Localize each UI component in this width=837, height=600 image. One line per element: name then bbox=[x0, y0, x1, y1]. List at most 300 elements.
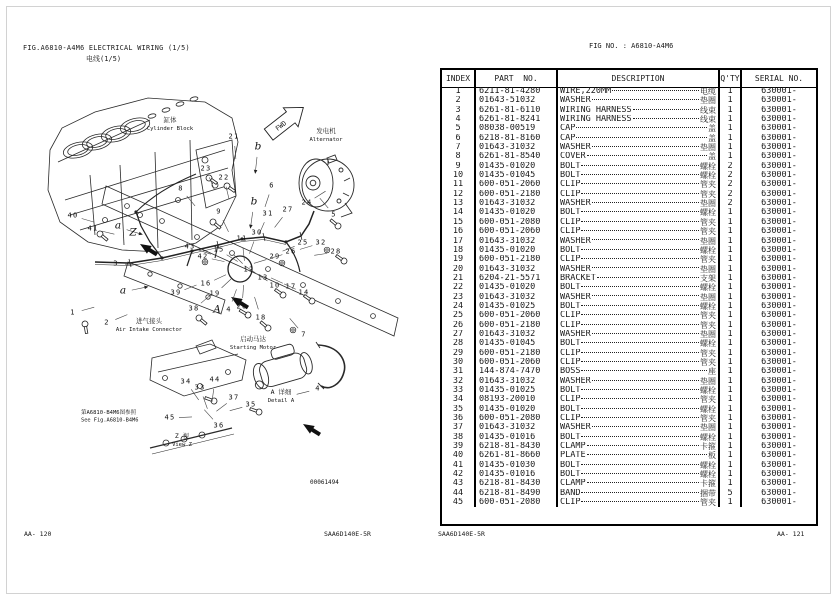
description-en: BOLT bbox=[560, 460, 581, 470]
table-row bbox=[442, 283, 816, 292]
description-cell bbox=[558, 293, 720, 302]
description-cell bbox=[558, 386, 720, 395]
diagram-label-zh: Z 视 bbox=[174, 432, 190, 440]
serial-cell: 630001- bbox=[761, 357, 797, 367]
diagram-label-en: Starting Motor bbox=[229, 345, 277, 351]
description-en: BOSS bbox=[560, 367, 581, 377]
callout-12: 12 bbox=[243, 265, 255, 274]
index-cell: 29 bbox=[442, 349, 476, 358]
callout-24: 24 bbox=[301, 198, 313, 207]
description-cell bbox=[558, 442, 720, 451]
callout-40: 40 bbox=[67, 211, 79, 220]
description-en: CLIP bbox=[560, 189, 581, 199]
callout-25: 25 bbox=[297, 238, 309, 247]
figure-subtitle-zh: 电线(1/5) bbox=[86, 55, 122, 63]
diagram-label-zh: 启动马达 bbox=[240, 335, 266, 343]
description-en: BOLT bbox=[560, 301, 581, 311]
qty-cell: 1 bbox=[720, 106, 742, 115]
leader-line bbox=[204, 410, 213, 420]
header-part-no: PART NO. bbox=[476, 70, 558, 87]
description-zh: 管夹 bbox=[700, 189, 716, 199]
serial-cell: 630001- bbox=[761, 460, 797, 470]
serial-cell: 630001- bbox=[761, 432, 797, 442]
description-cell bbox=[558, 433, 720, 442]
description-en: BRACKET bbox=[560, 273, 596, 283]
index-cell: 35 bbox=[442, 405, 476, 414]
dot-leader bbox=[581, 398, 699, 399]
description-en: CAP bbox=[560, 133, 576, 143]
description-zh: 管夹 bbox=[700, 311, 716, 321]
index-cell: 34 bbox=[442, 395, 476, 404]
qty-cell: 2 bbox=[720, 180, 742, 189]
dot-leader bbox=[581, 183, 699, 184]
serial-cell: 630001- bbox=[761, 133, 797, 143]
table-row bbox=[442, 227, 816, 236]
dot-leader bbox=[581, 389, 699, 390]
callout-6: 6 bbox=[269, 181, 275, 190]
dot-leader bbox=[581, 352, 699, 353]
description-en: CLIP bbox=[560, 255, 581, 265]
dot-leader bbox=[581, 464, 699, 465]
qty-cell: 1 bbox=[720, 498, 742, 507]
serial-cell: 630001- bbox=[761, 273, 797, 283]
description-zh: 螺栓 bbox=[700, 404, 716, 414]
qty-cell: 1 bbox=[720, 470, 742, 479]
description-zh: 垫圈 bbox=[700, 423, 716, 433]
description-zh: 支架 bbox=[700, 273, 716, 283]
description-zh: 管夹 bbox=[700, 255, 716, 265]
qty-cell: 1 bbox=[720, 293, 742, 302]
description-en: PLATE bbox=[560, 451, 586, 461]
description-zh: 电缆 bbox=[700, 87, 716, 97]
description-cell bbox=[558, 87, 720, 96]
diagram-label-en: Detail A bbox=[267, 398, 295, 404]
description-en: CAP bbox=[560, 124, 576, 134]
table-row bbox=[442, 274, 816, 283]
qty-cell: 1 bbox=[720, 479, 742, 488]
serial-cell: 630001- bbox=[761, 376, 797, 386]
part-number-cell: 600-051-2180 bbox=[476, 255, 558, 264]
description-zh: 垫圈 bbox=[700, 236, 716, 246]
leader-line bbox=[314, 253, 327, 255]
callout-13: 13 bbox=[257, 273, 269, 282]
leader-arrowhead bbox=[254, 170, 258, 174]
serial-cell: 630001- bbox=[761, 348, 797, 358]
leader-line bbox=[179, 417, 192, 418]
table-row bbox=[442, 293, 816, 302]
serial-cell: 630001- bbox=[761, 255, 797, 265]
qty-cell: 1 bbox=[720, 274, 742, 283]
table-row bbox=[442, 461, 816, 470]
callout-2: 2 bbox=[104, 318, 110, 327]
serial-cell: 630001- bbox=[761, 404, 797, 414]
description-en: BOLT bbox=[560, 171, 581, 181]
description-zh: 线束 bbox=[700, 105, 716, 115]
description-zh: 管夹 bbox=[700, 180, 716, 190]
serial-cell: 630001- bbox=[761, 217, 797, 227]
dot-leader bbox=[587, 155, 707, 156]
index-cell: 30 bbox=[442, 358, 476, 367]
callout-1: 1 bbox=[70, 308, 76, 317]
callout-7: 7 bbox=[301, 330, 307, 339]
dot-leader bbox=[576, 137, 707, 138]
description-en: BOLT bbox=[560, 283, 581, 293]
part-number-cell: 01435-01045 bbox=[476, 171, 558, 180]
table-row bbox=[442, 134, 816, 143]
dot-leader bbox=[612, 90, 699, 91]
qty-cell: 1 bbox=[720, 124, 742, 133]
part-number-cell: 600-051-2180 bbox=[476, 190, 558, 199]
serial-cell: 630001- bbox=[761, 87, 797, 96]
description-en: BOLT bbox=[560, 208, 581, 218]
part-number-cell: 6261-81-8660 bbox=[476, 451, 558, 460]
description-cell bbox=[558, 330, 720, 339]
part-number-cell: 01435-01020 bbox=[476, 246, 558, 255]
index-cell: 14 bbox=[442, 208, 476, 217]
description-en: CLIP bbox=[560, 217, 581, 227]
table-row bbox=[442, 162, 816, 171]
part-number-cell: 144-874-7470 bbox=[476, 367, 558, 376]
diagram-label-en: View Z bbox=[172, 442, 192, 448]
description-cell bbox=[558, 321, 720, 330]
description-en: BAND bbox=[560, 488, 581, 498]
dot-leader bbox=[592, 333, 699, 334]
table-row bbox=[442, 180, 816, 189]
qty-cell: 1 bbox=[720, 349, 742, 358]
dot-leader bbox=[581, 230, 699, 231]
description-zh: 螺栓 bbox=[700, 283, 716, 293]
description-zh: 螺栓 bbox=[700, 432, 716, 442]
diagram-label-en: 00061494 bbox=[310, 479, 339, 486]
callout-41: 41 bbox=[87, 224, 99, 233]
description-en: WASHER bbox=[560, 329, 591, 339]
index-cell: 25 bbox=[442, 311, 476, 320]
callout-33: 33 bbox=[194, 383, 206, 392]
figure-title: FIG.A6810-A4M6 ELECTRICAL WIRING (1/5) bbox=[23, 44, 190, 52]
index-cell: 7 bbox=[442, 143, 476, 152]
callout-35: 35 bbox=[245, 400, 257, 409]
index-cell: 41 bbox=[442, 461, 476, 470]
description-cell bbox=[558, 134, 720, 143]
table-row bbox=[442, 358, 816, 367]
description-en: CLIP bbox=[560, 414, 581, 424]
part-number-cell: 01643-31032 bbox=[476, 377, 558, 386]
part-number-cell: 01435-01025 bbox=[476, 386, 558, 395]
leader-line bbox=[275, 217, 283, 227]
table-row bbox=[442, 255, 816, 264]
dot-leader bbox=[581, 324, 699, 325]
callout-43: 43 bbox=[184, 242, 196, 251]
table-row bbox=[442, 386, 816, 395]
part-number-cell: 6261-81-6110 bbox=[476, 106, 558, 115]
serial-cell: 630001- bbox=[761, 451, 797, 461]
part-number-cell: 01435-01020 bbox=[476, 162, 558, 171]
table-row bbox=[442, 96, 816, 105]
description-en: BOLT bbox=[560, 470, 581, 480]
description-cell bbox=[558, 311, 720, 320]
leader-line bbox=[290, 318, 298, 328]
dot-leader bbox=[581, 361, 699, 362]
description-cell bbox=[558, 349, 720, 358]
callout-A: A bbox=[213, 303, 221, 316]
index-cell: 4 bbox=[442, 115, 476, 124]
dot-leader bbox=[592, 146, 699, 147]
header-qty: Q'TY bbox=[720, 70, 742, 87]
qty-cell: 1 bbox=[720, 265, 742, 274]
dot-leader bbox=[592, 202, 699, 203]
diagram-label-zh: 第A6810-B4M6图参照 bbox=[81, 410, 137, 416]
callout-37: 37 bbox=[228, 393, 240, 402]
callout-11: 11 bbox=[236, 234, 248, 243]
serial-cell: 630001- bbox=[761, 152, 797, 162]
qty-cell: 1 bbox=[720, 134, 742, 143]
index-cell: 15 bbox=[442, 218, 476, 227]
dot-leader bbox=[633, 118, 699, 119]
table-row bbox=[442, 265, 816, 274]
callout-14: 14 bbox=[298, 288, 310, 297]
diagram-label-zh: A 详细 bbox=[270, 388, 292, 396]
description-cell bbox=[558, 451, 720, 460]
part-number-cell: 6261-81-8540 bbox=[476, 152, 558, 161]
qty-cell: 1 bbox=[720, 461, 742, 470]
part-number-cell: 600-051-2080 bbox=[476, 218, 558, 227]
description-zh: 捆带 bbox=[700, 488, 716, 498]
dot-leader bbox=[592, 267, 699, 268]
leader-line bbox=[82, 307, 95, 310]
diagram-label-zh: 缸体 bbox=[163, 116, 177, 124]
description-en: BOLT bbox=[560, 386, 581, 396]
description-zh: 管夹 bbox=[700, 395, 716, 405]
serial-cell: 630001- bbox=[761, 414, 797, 424]
description-zh: 盖 bbox=[708, 152, 716, 162]
description-cell bbox=[558, 461, 720, 470]
description-cell bbox=[558, 96, 720, 105]
qty-cell: 1 bbox=[720, 302, 742, 311]
description-cell bbox=[558, 162, 720, 171]
description-zh: 管夹 bbox=[700, 498, 716, 508]
part-number-cell: 600-051-2080 bbox=[476, 414, 558, 423]
serial-cell: 630001- bbox=[761, 479, 797, 489]
callout-31: 31 bbox=[262, 209, 274, 218]
description-en: WASHER bbox=[560, 423, 591, 433]
part-number-cell: 01435-01016 bbox=[476, 433, 558, 442]
description-en: CLIP bbox=[560, 395, 581, 405]
fwd-label: FWD bbox=[273, 119, 289, 133]
dot-leader bbox=[592, 380, 699, 381]
description-cell bbox=[558, 498, 720, 507]
description-zh: 垫圈 bbox=[700, 143, 716, 153]
description-en: CLAMP bbox=[560, 479, 586, 489]
index-cell: 20 bbox=[442, 265, 476, 274]
table-row bbox=[442, 171, 816, 180]
qty-cell: 1 bbox=[720, 395, 742, 404]
description-en: BOLT bbox=[560, 339, 581, 349]
table-row bbox=[442, 311, 816, 320]
part-number-cell: 01435-01020 bbox=[476, 283, 558, 292]
part-number-cell: 6218-81-8430 bbox=[476, 479, 558, 488]
description-cell bbox=[558, 227, 720, 236]
diagram-label-zh: 发电机 bbox=[316, 127, 336, 135]
description-zh: 螺栓 bbox=[700, 470, 716, 480]
description-zh: 盖 bbox=[708, 124, 716, 134]
description-cell bbox=[558, 470, 720, 479]
part-number-cell: 600-051-2180 bbox=[476, 321, 558, 330]
qty-cell: 1 bbox=[720, 358, 742, 367]
serial-cell: 630001- bbox=[761, 311, 797, 321]
dot-leader bbox=[581, 473, 699, 474]
leader-line bbox=[243, 248, 244, 261]
table-row bbox=[442, 208, 816, 217]
description-cell bbox=[558, 124, 720, 133]
callout-34: 34 bbox=[180, 377, 192, 386]
description-en: WIRING HARNESS bbox=[560, 105, 632, 115]
description-en: BOLT bbox=[560, 432, 581, 442]
index-cell: 28 bbox=[442, 339, 476, 348]
table-row bbox=[442, 470, 816, 479]
description-zh: 螺栓 bbox=[700, 301, 716, 311]
description-cell bbox=[558, 479, 720, 488]
leader-line bbox=[320, 198, 328, 208]
serial-cell: 630001- bbox=[761, 395, 797, 405]
leader-arrowhead bbox=[144, 286, 148, 290]
description-en: BOLT bbox=[560, 245, 581, 255]
qty-cell: 1 bbox=[720, 321, 742, 330]
index-cell: 37 bbox=[442, 423, 476, 432]
table-header bbox=[442, 70, 816, 88]
callout-19: 19 bbox=[209, 289, 221, 298]
dot-leader bbox=[581, 408, 699, 409]
callout-29: 29 bbox=[269, 252, 281, 261]
serial-cell: 630001- bbox=[761, 96, 797, 106]
callout-28: 28 bbox=[330, 247, 342, 256]
leader-line bbox=[297, 391, 310, 394]
fig-no: FIG NO. : A6810-A4M6 bbox=[589, 42, 674, 50]
index-cell: 42 bbox=[442, 470, 476, 479]
table-row bbox=[442, 87, 816, 96]
serial-cell: 630001- bbox=[761, 227, 797, 237]
table-row bbox=[442, 302, 816, 311]
description-zh: 管夹 bbox=[700, 320, 716, 330]
description-en: WASHER bbox=[560, 264, 591, 274]
table-row bbox=[442, 349, 816, 358]
description-cell bbox=[558, 283, 720, 292]
qty-cell: 1 bbox=[720, 152, 742, 161]
callout-8: 8 bbox=[178, 184, 184, 193]
leader-line bbox=[222, 279, 232, 288]
view-direction-arrows bbox=[138, 240, 323, 438]
part-number-cell: 600-051-2060 bbox=[476, 180, 558, 189]
callout-36: 36 bbox=[213, 421, 225, 430]
table-row bbox=[442, 237, 816, 246]
description-en: WASHER bbox=[560, 292, 591, 302]
serial-cell: 630001- bbox=[761, 171, 797, 181]
dot-leader bbox=[581, 211, 699, 212]
leader-line bbox=[102, 231, 115, 234]
serial-cell: 630001- bbox=[761, 264, 797, 274]
qty-cell: 1 bbox=[720, 442, 742, 451]
leader-line bbox=[315, 191, 326, 198]
part-number-cell: 08038-00519 bbox=[476, 124, 558, 133]
description-cell bbox=[558, 377, 720, 386]
part-number-cell: 6261-81-8241 bbox=[476, 115, 558, 124]
table-row bbox=[442, 199, 816, 208]
description-zh: 垫圈 bbox=[700, 376, 716, 386]
description-zh: 管夹 bbox=[700, 217, 716, 227]
table-row bbox=[442, 405, 816, 414]
description-en: CLIP bbox=[560, 357, 581, 367]
dot-leader bbox=[581, 305, 699, 306]
diagram-label-en: Air Intake Connector bbox=[115, 327, 183, 333]
leader-line bbox=[184, 285, 196, 290]
dot-leader bbox=[581, 249, 699, 250]
leader-line bbox=[212, 259, 225, 262]
callout-9: 9 bbox=[216, 207, 222, 216]
serial-cell: 630001- bbox=[761, 105, 797, 115]
leader-line bbox=[214, 275, 226, 280]
dot-leader bbox=[581, 342, 699, 343]
description-zh: 垫圈 bbox=[700, 292, 716, 302]
dot-leader bbox=[576, 127, 707, 128]
parts-table bbox=[440, 68, 818, 526]
description-en: WASHER bbox=[560, 143, 591, 153]
callout-4: 4 bbox=[315, 384, 321, 393]
table-row bbox=[442, 479, 816, 488]
callout-27: 27 bbox=[282, 205, 294, 214]
leader-line bbox=[254, 260, 266, 264]
description-cell bbox=[558, 218, 720, 227]
description-zh: 螺栓 bbox=[700, 386, 716, 396]
part-number-cell: 6218-81-8430 bbox=[476, 442, 558, 451]
table-row bbox=[442, 330, 816, 339]
callout-5: 5 bbox=[331, 210, 337, 219]
table-row bbox=[442, 489, 816, 498]
callout-21: 21 bbox=[228, 132, 240, 141]
serial-cell: 630001- bbox=[761, 498, 797, 508]
qty-cell: 1 bbox=[720, 330, 742, 339]
table-row bbox=[442, 152, 816, 161]
description-en: WASHER bbox=[560, 376, 591, 386]
index-cell: 23 bbox=[442, 293, 476, 302]
qty-cell: 1 bbox=[720, 246, 742, 255]
description-cell bbox=[558, 265, 720, 274]
dot-leader bbox=[581, 193, 699, 194]
part-number-cell: 01643-31032 bbox=[476, 423, 558, 432]
callout-a: a bbox=[119, 284, 127, 297]
view-z-parts bbox=[150, 428, 234, 454]
table-row bbox=[442, 124, 816, 133]
qty-cell: 1 bbox=[720, 433, 742, 442]
description-cell bbox=[558, 115, 720, 124]
qty-cell: 1 bbox=[720, 367, 742, 376]
table-row bbox=[442, 395, 816, 404]
description-cell bbox=[558, 143, 720, 152]
leader-line bbox=[243, 285, 244, 298]
leader-line bbox=[265, 195, 269, 207]
callout-32: 32 bbox=[315, 238, 327, 247]
model-code-right: SAA6D140E-5R bbox=[438, 530, 485, 538]
qty-cell: 1 bbox=[720, 311, 742, 320]
callout-10: 10 bbox=[269, 281, 281, 290]
part-number-cell: 01435-01020 bbox=[476, 208, 558, 217]
leader-line bbox=[251, 212, 253, 225]
description-zh: 螺栓 bbox=[700, 171, 716, 181]
qty-cell: 1 bbox=[720, 377, 742, 386]
callout-45: 45 bbox=[164, 413, 176, 422]
callout-30: 30 bbox=[251, 228, 263, 237]
index-cell: 10 bbox=[442, 171, 476, 180]
description-en: CLIP bbox=[560, 311, 581, 321]
description-cell bbox=[558, 152, 720, 161]
